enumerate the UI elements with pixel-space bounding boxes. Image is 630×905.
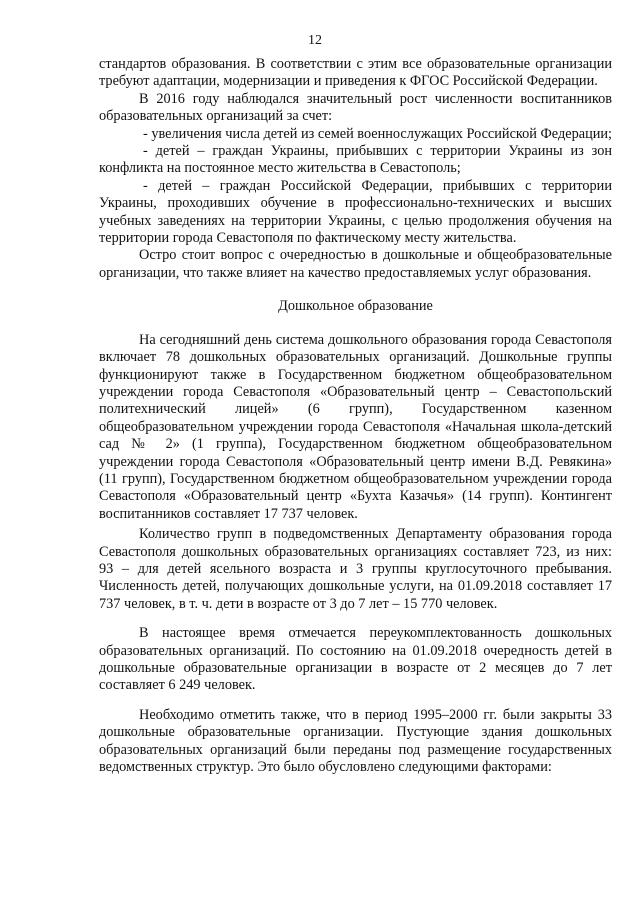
list-item-ukraine-citizens: - детей – граждан Украины, прибывших с территории Украины из зон конфликта на постоянное место жительства в Севастополь; (99, 143, 612, 177)
paragraph-queue-issue: Остро стоит вопрос с очередностью в дошкольные и общеобразовательные организации, что также влияет на качество предоставляемых услуг образования. (99, 247, 612, 281)
page-number: 12 (308, 33, 322, 48)
paragraph-growth-2016: В 2016 году наблюдался значительный рост численности воспитанников образовательных организаций за счет: (99, 90, 612, 125)
list-item-military-families: - увеличения числа детей из семей военнослужащих Российской Федерации; (143, 125, 613, 142)
paragraph-overcrowding: В настоящее время отмечается переукомплектованность дошкольных образовательных организаций. По состоянию на 01.09.2018 очередность детей в дошкольные образовательные организации в возрасте от 2 месяцев до 7 лет составляет 6 249 человек. (99, 625, 612, 694)
paragraph-standards: стандартов образования. В соответствии с этим все образовательные организации требуют адаптации, модернизации и приведения к ФГОС Российской Федерации. (99, 56, 612, 90)
section-heading: Дошкольное образование (278, 298, 433, 315)
paragraph-group-count: Количество групп в подведомственных Департаменту образования города Севастополя дошкольных образовательных организациях составляет 723, из них: 93 – для детей ясельного возраста и 3 группы круглосуточного пребывания. Численность детей, получающих дошкольные услуги, на 01.09.2018 составляет 17 737 человек, в т. ч. дети в возрасте от 3 до 7 лет – 15 770 человек. (99, 526, 612, 612)
paragraph-closures: Необходимо отметить также, что в период 1995–2000 гг. были закрыты 33 дошкольные образовательные организации. Пустующие здания дошкольных образовательных организаций были переданы под размещение государственных ведомственных структур. Это было обусловлено следующими факторами: (99, 706, 612, 776)
page-content (99, 56, 612, 776)
list-item-russian-citizens: - детей – граждан Российской Федерации, прибывших с территории Украины, проходивших обучение в профессионально-технических и высших учебных заведениях на территории Украины, с целью продолжения обучения на территории города Севастополя по фактическому месту жительства. (99, 177, 612, 247)
paragraph-preschool-system: На сегодняшний день система дошкольного образования города Севастополя включает 78 дошкольных образовательных организаций. Дошкольные группы функционируют также в Государственном бюджетном общеобразовательном учреждении города Севастополя «Образовательный центр – Севастопольский политехнический лицей» (6 групп), Государственном казенном общеобразовательном учреждении города Севастополя «Начальная школа-детский сад № 2» (1 группа), Государственном бюджетном общеобразовательном учреждении города Севастополя «Образовательный центр имени В.Д. Ревякина» (11 групп), Государственном бюджетном общеобразовательном учреждении города Севастополя «Образовательный центр «Бухта Казачья» (14 групп). Контингент воспитанников составляет 17 737 человек. (99, 331, 612, 522)
